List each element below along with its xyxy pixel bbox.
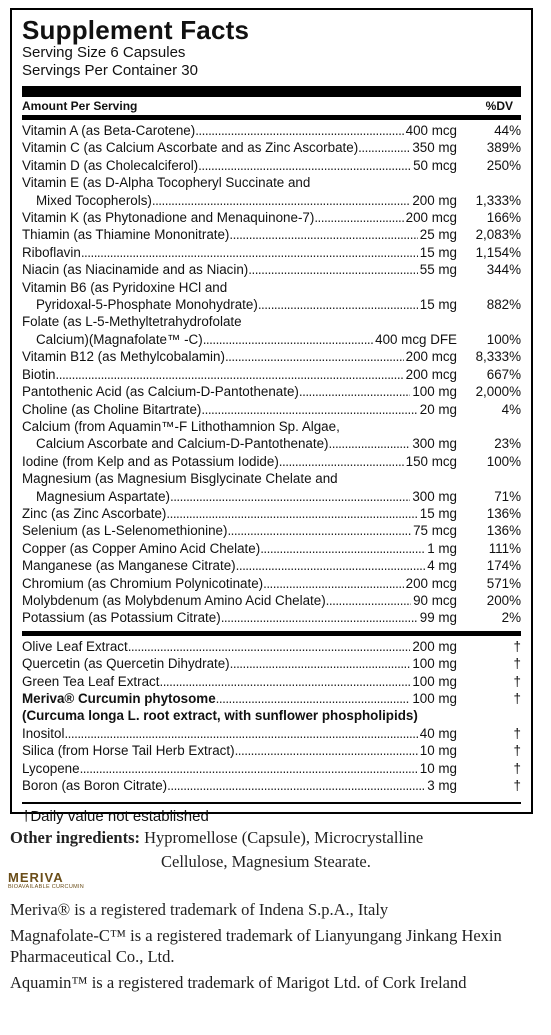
nutrient-name-line: Calcium (from Aquamin™-F Lithothamnion Sp. Algae,: [22, 418, 340, 434]
nutrient-dv: 882%: [486, 297, 521, 313]
nutrient-name-line: Vitamin E (as D-Alpha Tocopheryl Succinate and: [22, 175, 311, 191]
nutrient-name: Vitamin A (as Beta-Carotene): [22, 123, 196, 138]
nutrient-name: Biotin: [22, 366, 56, 382]
nutrient-amount: 50 mcg: [413, 157, 457, 173]
nutrient-name: Manganese (as Manganese Citrate): [22, 558, 236, 574]
nutrient-amount: 20 mg: [419, 401, 457, 417]
nutrient-amount: 200 mcg: [405, 349, 457, 365]
nutrient-amount: 99 mg: [419, 610, 457, 626]
other-row: [22, 690, 521, 707]
nutrient-name: Vitamin C (as Calcium Ascorbate and as Zinc Ascorbate): [22, 140, 359, 156]
nutrient-dv: 136%: [486, 523, 521, 539]
nutrient-dv: 389%: [486, 140, 521, 156]
nutrient-name: Pantothenic Acid (as Calcium-D-Pantothenate): [22, 384, 299, 400]
nutrient-row: [22, 226, 521, 243]
nutrient-dv: 200%: [486, 592, 521, 608]
leader-dots: [81, 244, 418, 261]
servings-per-container: Servings Per Container 30: [22, 62, 198, 79]
other-row: [22, 777, 521, 794]
nutrient-amount: 1 mg: [427, 540, 457, 556]
leader-dots: [236, 557, 426, 574]
other-row: [22, 742, 521, 759]
leader-dots: [299, 383, 410, 400]
nutrient-row: [22, 435, 521, 452]
other-name: Boron (as Boron Citrate): [22, 778, 168, 794]
other-ingredient-list: [22, 638, 521, 795]
nutrient-amount: 300 mg: [412, 436, 457, 452]
other-row: [22, 725, 521, 742]
leader-dots: [260, 540, 425, 557]
nutrient-name: Molybdenum (as Molybdenum Amino Acid Chelate): [22, 592, 326, 608]
other-dv: †: [513, 691, 521, 706]
other-ingredients-line1: Hypromellose (Capsule), Microcrystalline: [144, 828, 424, 847]
nutrient-name: Thiamin (as Thiamine Mononitrate): [22, 227, 230, 243]
nutrient-row: [22, 592, 521, 609]
leader-dots: [263, 575, 404, 592]
nutrient-dv: 100%: [486, 453, 521, 469]
leader-dots: [64, 725, 417, 742]
nutrient-dv: 2,000%: [475, 384, 521, 400]
other-row: [22, 638, 521, 655]
nutrient-row: [22, 401, 521, 418]
nutrient-dv: 250%: [486, 157, 521, 173]
nutrient-name: Riboflavin: [22, 244, 81, 260]
other-amount: 3 mg: [427, 778, 457, 794]
nutrient-dv: 2,083%: [475, 227, 521, 243]
other-dv: †: [513, 673, 521, 689]
nutrient-name: Zinc (as Zinc Ascorbate): [22, 505, 167, 521]
leader-dots: [203, 331, 373, 348]
nutrient-row: [22, 540, 521, 557]
trademark-magnafolate: Magnafolate-C™ is a registered trademark of Lianyungang Jinkang Hexin Pharmaceutical Co., Ltd.: [10, 925, 502, 966]
leader-dots: [201, 401, 417, 418]
other-ingredients-line2: Cellulose, Magnesium Stearate.: [161, 852, 371, 871]
section-divider: [22, 631, 521, 636]
nutrient-list: [22, 122, 521, 627]
nutrient-name: Selenium (as L-Selenomethionine): [22, 523, 228, 539]
nutrient-name-line: Vitamin B6 (as Pyridoxine HCl and: [22, 279, 228, 295]
trademark-notes: [10, 899, 545, 993]
nutrient-dv: 1,333%: [475, 192, 521, 208]
leader-dots: [329, 435, 411, 452]
leader-dots: [159, 673, 410, 690]
other-amount: 200 mg: [412, 638, 457, 654]
other-row: [22, 760, 521, 777]
header-divider: [22, 115, 521, 120]
nutrient-amount: 15 mg: [419, 505, 457, 521]
other-name: Inositol: [22, 725, 65, 741]
leader-dots: [80, 760, 418, 777]
leader-dots: [225, 348, 404, 365]
nutrient-row: [22, 488, 521, 505]
nutrient-row: [22, 522, 521, 539]
other-name: Quercetin (as Quercetin Dihydrate): [22, 656, 230, 672]
amount-header: Amount Per Serving: [22, 99, 138, 113]
other-ingredients: [10, 826, 540, 874]
nutrient-row: [22, 157, 521, 174]
nutrient-row: [22, 244, 521, 261]
nutrient-dv: 2%: [501, 610, 521, 626]
other-amount: 100 mg: [412, 691, 457, 706]
other-dv: †: [513, 760, 521, 776]
nutrient-amount: 25 mg: [419, 227, 457, 243]
nutrient-amount: 15 mg: [419, 244, 457, 260]
nutrient-amount: 400 mcg: [405, 123, 457, 138]
leader-dots: [198, 157, 411, 174]
other-amount: 10 mg: [419, 743, 457, 759]
leader-dots: [248, 261, 418, 278]
nutrient-row: [22, 261, 521, 278]
nutrient-row: [22, 209, 521, 226]
meriva-logo: [8, 871, 94, 893]
other-name: Olive Leaf Extract: [22, 638, 128, 654]
nutrient-dv: 111%: [488, 540, 521, 556]
nutrient-row: [22, 609, 521, 626]
nutrient-row: [22, 453, 521, 470]
nutrient-row: [22, 383, 521, 400]
supplement-facts-panel: [10, 8, 533, 826]
nutrient-dv: 100%: [486, 331, 521, 347]
leader-dots: [128, 638, 411, 655]
nutrient-row: [22, 139, 521, 156]
logo-word: MERIVA: [8, 870, 64, 885]
other-dv: †: [513, 743, 521, 759]
logo-tagline: BIOAVAILABLE CURCUMIN: [8, 884, 85, 890]
nutrient-amount: 200 mcg: [405, 366, 457, 382]
nutrient-name: Vitamin B12 (as Methylcobalamin): [22, 349, 225, 365]
serving-size: Serving Size 6 Capsules: [22, 44, 186, 61]
nutrient-name-line: Magnesium (as Magnesium Bisglycinate Chelate and: [22, 471, 338, 487]
leader-dots: [314, 209, 403, 226]
nutrient-amount: 350 mg: [412, 140, 457, 156]
leader-dots: [235, 742, 418, 759]
panel-title: Supplement Facts: [22, 15, 250, 45]
nutrient-row: [22, 192, 521, 209]
nutrient-name: Calcium Ascorbate and Calcium-D-Pantothenate): [36, 436, 329, 452]
leader-dots: [216, 690, 411, 707]
leader-dots: [167, 777, 425, 794]
nutrient-row: [22, 296, 521, 313]
other-amount: 100 mg: [412, 656, 457, 672]
nutrient-name: Vitamin D (as Cholecalciferol): [22, 157, 199, 173]
trademark-meriva: Meriva® is a registered trademark of Indena S.p.A., Italy: [10, 900, 389, 919]
nutrient-amount: 15 mg: [419, 297, 457, 313]
trademark-aquamin: Aquamin™ is a registered trademark of Marigot Ltd. of Cork Ireland: [10, 972, 467, 992]
leader-dots: [227, 522, 411, 539]
other-dv: †: [513, 778, 521, 794]
nutrient-row: [22, 348, 521, 365]
dv-header: %DV: [485, 99, 513, 113]
nutrient-amount: 200 mcg: [405, 575, 457, 591]
thick-divider: [22, 86, 521, 97]
nutrient-name: Vitamin K (as Phytonadione and Menaquinone-7): [22, 210, 315, 226]
nutrient-name: Niacin (as Niacinamide and as Niacin): [22, 262, 249, 278]
leader-dots: [279, 453, 404, 470]
other-row: [22, 655, 521, 672]
nutrient-dv: 23%: [494, 436, 521, 452]
leader-dots: [170, 488, 410, 505]
nutrient-row: [22, 366, 521, 383]
nutrient-row: [22, 557, 521, 574]
leader-dots: [230, 655, 411, 672]
nutrient-dv: 71%: [494, 488, 521, 504]
leader-dots: [229, 226, 417, 243]
curcumin-note: (Curcuma longa L. root extract, with sunflower phospholipids): [22, 708, 418, 724]
other-dv: †: [513, 725, 521, 741]
nutrient-dv: 136%: [486, 505, 521, 521]
nutrient-amount: 400 mcg DFE: [375, 331, 457, 347]
nutrient-dv: 344%: [486, 262, 521, 278]
nutrient-dv: 571%: [486, 575, 521, 591]
leader-dots: [166, 505, 417, 522]
column-header: [22, 97, 521, 114]
nutrient-dv: 1,154%: [475, 244, 521, 260]
nutrient-name: Potassium (as Potassium Citrate): [22, 610, 221, 626]
leader-dots: [326, 592, 411, 609]
other-name: Meriva® Curcumin phytosome: [22, 691, 216, 706]
nutrient-name: Copper (as Copper Amino Acid Chelate): [22, 540, 261, 556]
leader-dots: [221, 609, 418, 626]
nutrient-row: [22, 575, 521, 592]
leader-dots: [358, 139, 410, 156]
nutrient-name: Choline (as Choline Bitartrate): [22, 401, 202, 417]
nutrient-row: [22, 122, 521, 139]
nutrient-name: Pyridoxal-5-Phosphate Monohydrate): [36, 297, 258, 313]
nutrient-name: Calcium)(Magnafolate™ -C): [36, 331, 203, 347]
other-amount: 100 mg: [412, 673, 457, 689]
nutrient-amount: 300 mg: [412, 488, 457, 504]
nutrient-dv: 8,333%: [475, 349, 521, 365]
other-name: Lycopene: [22, 760, 80, 776]
nutrient-name: Iodine (from Kelp and as Potassium Iodide): [22, 453, 279, 469]
other-dv: †: [513, 656, 521, 672]
nutrient-amount: 90 mcg: [413, 592, 457, 608]
other-ingredients-label: Other ingredients:: [10, 828, 141, 847]
other-name: Green Tea Leaf Extract: [22, 673, 160, 689]
nutrient-dv: 4%: [501, 401, 521, 417]
nutrient-name: Magnesium Aspartate): [36, 488, 170, 504]
nutrient-row: [22, 505, 521, 522]
leader-dots: [258, 296, 418, 313]
nutrient-name: Chromium (as Chromium Polynicotinate): [22, 575, 264, 591]
other-amount: 40 mg: [419, 725, 457, 741]
other-name: Silica (from Horse Tail Herb Extract): [22, 743, 235, 759]
other-row: [22, 673, 521, 690]
nutrient-amount: 200 mcg: [405, 210, 457, 226]
other-amount: 10 mg: [419, 760, 457, 776]
other-dv: †: [513, 638, 521, 654]
nutrient-amount: 55 mg: [419, 262, 457, 278]
nutrient-name: Mixed Tocopherols): [36, 192, 152, 208]
nutrient-row: [22, 331, 521, 348]
daily-value-footnote: †Daily value not established: [22, 808, 209, 826]
nutrient-dv: 174%: [486, 558, 521, 574]
nutrient-dv: 166%: [486, 210, 521, 226]
nutrient-amount: 75 mcg: [413, 523, 457, 539]
nutrient-amount: 4 mg: [427, 558, 457, 574]
nutrient-amount: 200 mg: [412, 192, 457, 208]
nutrient-name-line: Folate (as L-5-Methyltetrahydrofolate: [22, 314, 242, 330]
nutrient-dv: 44%: [494, 123, 521, 138]
nutrient-amount: 150 mcg: [405, 453, 457, 469]
leader-dots: [195, 122, 403, 139]
leader-dots: [152, 192, 410, 209]
leader-dots: [56, 366, 404, 383]
nutrient-amount: 100 mg: [412, 384, 457, 400]
nutrient-dv: 667%: [486, 366, 521, 382]
